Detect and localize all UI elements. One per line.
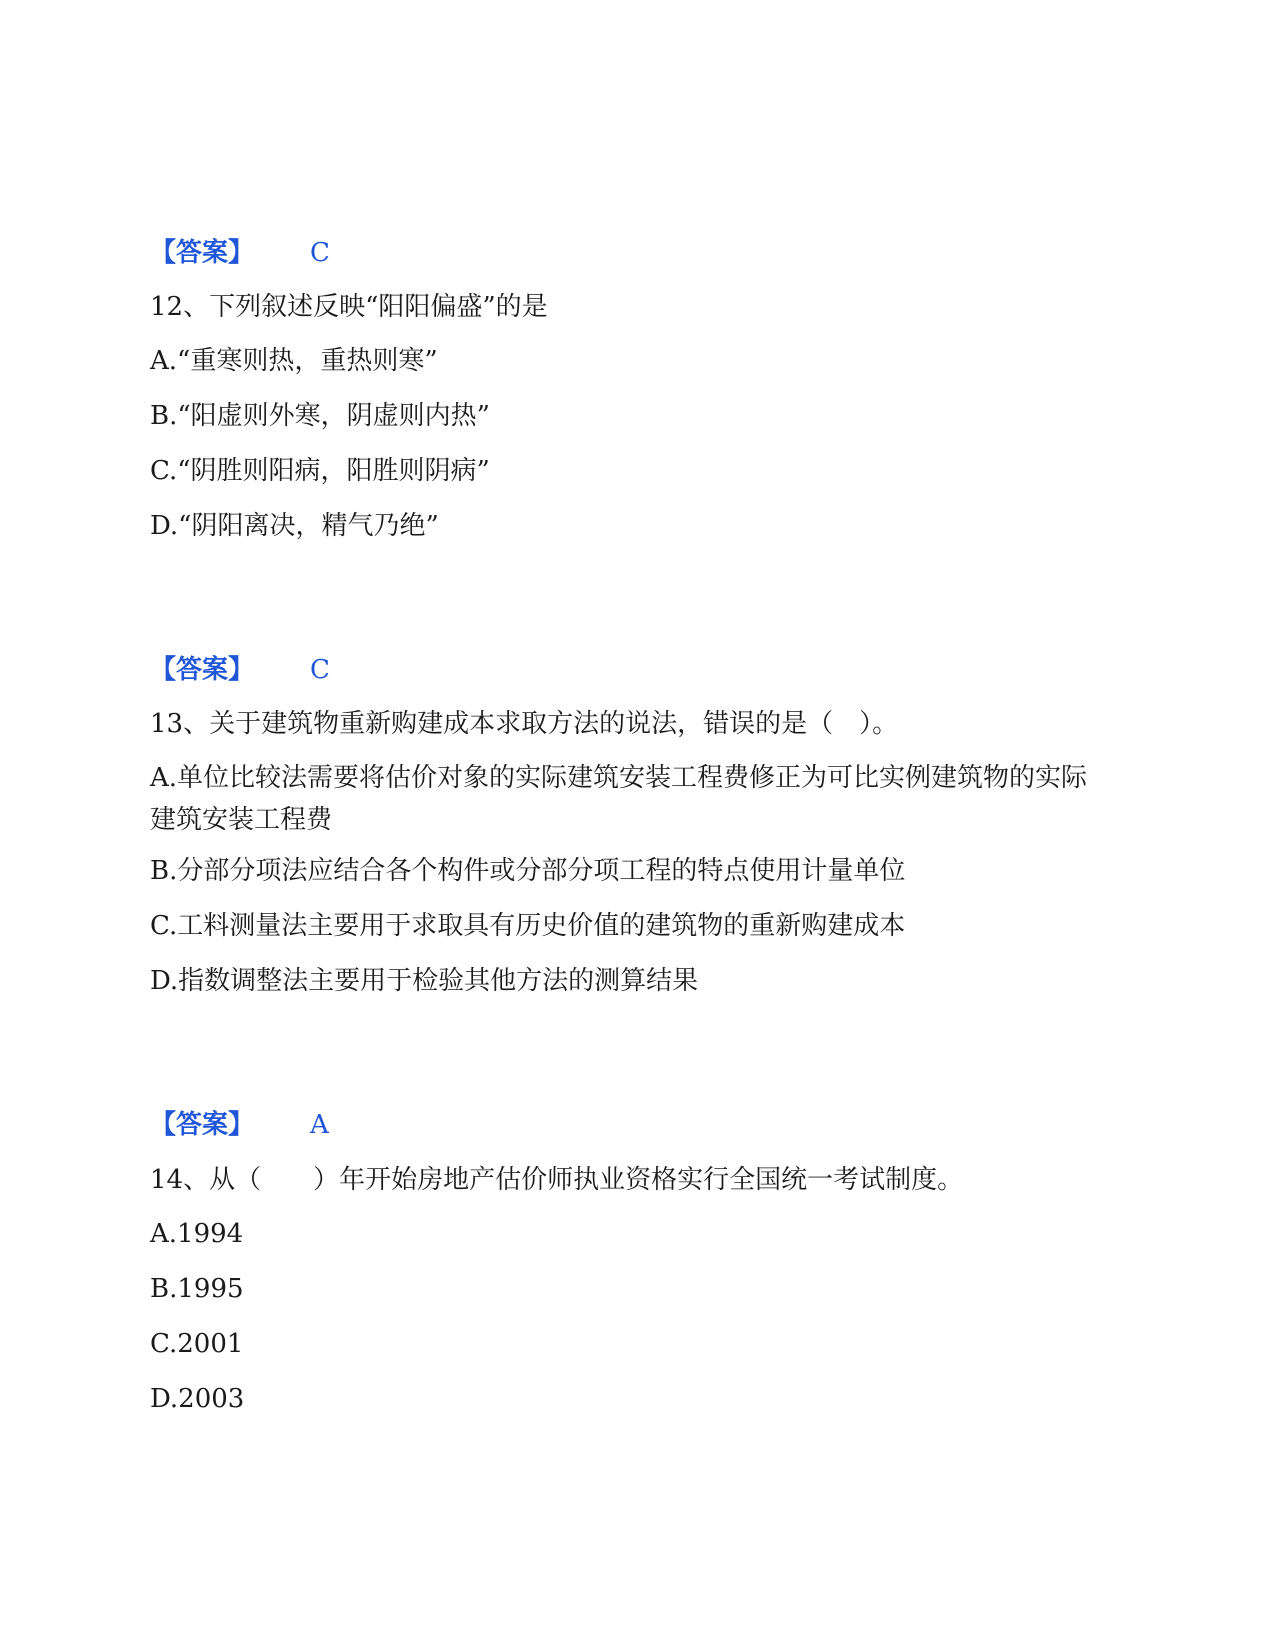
option-c-q13: C.工料测量法主要用于求取具有历史价值的建筑物的重新购建成本 bbox=[150, 911, 906, 941]
answer-row-q11 bbox=[150, 236, 330, 270]
answer-label: 【答案】 bbox=[150, 238, 255, 268]
answer-value: C bbox=[310, 238, 330, 268]
answer-row-q13 bbox=[150, 1108, 329, 1142]
option-c-q14: C.2001 bbox=[150, 1329, 244, 1359]
question-stem-q14: 14、从（ ）年开始房地产估价师执业资格实行全国统一考试制度。 bbox=[150, 1165, 964, 1195]
question-stem-q12: 12、下列叙述反映“阳阳偏盛”的是 bbox=[150, 292, 548, 322]
option-a-q13: A.单位比较法需要将估价对象的实际建筑安装工程费修正为可比实例建筑物的实际建筑安装工程费 bbox=[150, 763, 1088, 835]
option-b-q13: B.分部分项法应结合各个构件或分部分项工程的特点使用计量单位 bbox=[150, 856, 906, 886]
option-a-q14: A.1994 bbox=[150, 1219, 244, 1249]
option-d-q14: D.2003 bbox=[150, 1384, 245, 1414]
option-c-q12: C.“阴胜则阳病，阳胜则阴病” bbox=[150, 456, 490, 486]
answer-label: 【答案】 bbox=[150, 1110, 255, 1140]
option-b-q14: B.1995 bbox=[150, 1274, 244, 1304]
answer-value: A bbox=[310, 1110, 329, 1140]
option-a-q12: A.“重寒则热，重热则寒” bbox=[150, 346, 438, 376]
option-d-q12: D.“阴阳离决，精气乃绝” bbox=[150, 511, 439, 541]
answer-row-q12 bbox=[150, 653, 330, 687]
answer-label: 【答案】 bbox=[150, 655, 255, 685]
option-b-q12: B.“阳虚则外寒，阴虚则内热” bbox=[150, 401, 490, 431]
question-stem-q13: 13、关于建筑物重新购建成本求取方法的说法，错误的是（ ）。 bbox=[150, 709, 899, 739]
option-d-q13: D.指数调整法主要用于检验其他方法的测算结果 bbox=[150, 966, 699, 996]
answer-value: C bbox=[310, 655, 330, 685]
